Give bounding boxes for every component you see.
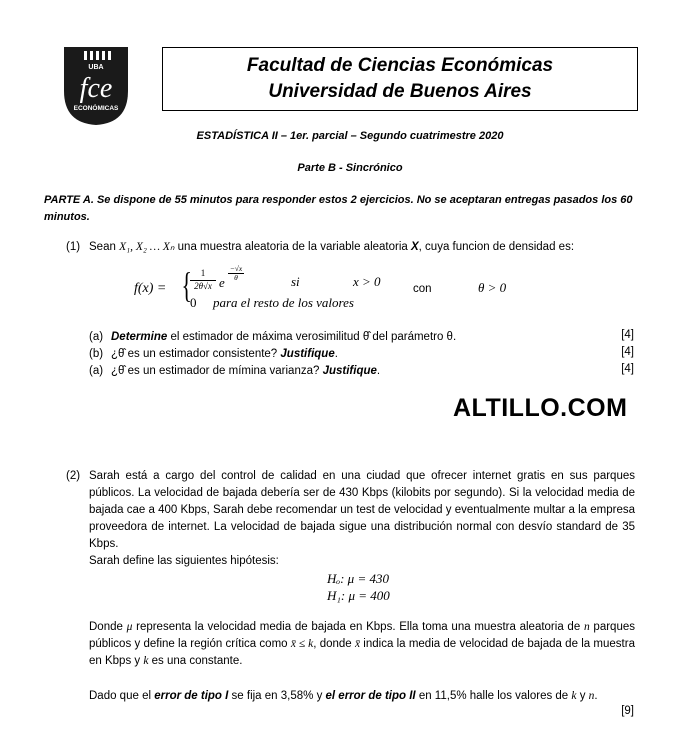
- logo-economicas-text: ECONÓMICAS: [73, 105, 119, 112]
- header-box: [162, 47, 638, 111]
- q1-item-a-text: Determine el estimador de máxima verosimilitud θ̂ del parámetro θ.: [111, 331, 457, 343]
- q2-points: [9]: [621, 705, 634, 717]
- exam-title: ESTADÍSTICA II – 1er. parcial – Segundo cuatrimestre 2020: [196, 130, 504, 142]
- q1-intro: Sean X₁, X₂ … Xₙ una muestra aleatoria de la variable aleatoria X, cuya funcion de densidad es:: [89, 241, 575, 253]
- part-a-instructions: PARTE A. Se dispone de 55 minutos para responder estos 2 ejercicios. No se aceptaran entregas pasados los 60 minutos.: [44, 194, 633, 223]
- altillo-watermark: ALTILLO.COM: [453, 394, 628, 422]
- q1-sample-vars: X₁, X₂ … Xₙ: [119, 241, 175, 253]
- q1-item-c-points: [4]: [621, 363, 634, 375]
- q1-item-b-label: (b): [89, 348, 104, 360]
- q1-number: (1): [66, 241, 81, 253]
- brace: {: [181, 265, 192, 305]
- hypothesis-h0: Hₒ: μ = 430: [327, 571, 389, 586]
- q1-item-a-points: [4]: [621, 329, 634, 341]
- q2-number: (2): [66, 470, 81, 482]
- q1-item-a-label: (a): [89, 331, 104, 343]
- logo-fce-text: fce: [79, 73, 113, 104]
- q2-paragraph-2: Sarah define las siguientes hipótesis:: [89, 555, 279, 567]
- q2-paragraph-4: Dado que el error de tipo I se fija en 3,58% y el error de tipo II en 11,5% halle los valores de k y n.: [89, 690, 598, 702]
- q2-paragraph-3: Donde μ representa la velocidad media de bajada en Kbps. Ella toma una muestra aleatoria de n parques públicos y define la región crítica como x̄ ≤ k, donde x̄ indica la media de velocidad de bajada de la muestra en Kbps y k es una constante.: [89, 621, 635, 667]
- university-name: Universidad de Buenos Aires: [268, 81, 532, 102]
- faculty-name: Facultad de Ciencias Económicas: [246, 55, 554, 76]
- fce-uba-logo: [62, 45, 130, 127]
- hypothesis-h1: H₁: μ = 400: [327, 588, 390, 603]
- q1-item-b-text: ¿θ̂ es un estimador consistente? Justifique.: [111, 348, 338, 360]
- part-b-title: Parte B - Sincrónico: [297, 162, 403, 174]
- q2-paragraph-1: Sarah está a cargo del control de calidad en una ciudad que ofrecer internet gratis en sus parques públicos. La velocidad de bajada debería ser de 430 Kbps (kilobits por segundo). Si la velocidad media de bajada cae a 400 Kbps, Sarah debe recomendar un test de velocidad y eventualmente multar a la empresa proveedora de internet. La velocidad de bajada sigue una distribución normal con desvío standard de 35 Kbps.: [89, 470, 635, 550]
- q1-item-c-label: (a): [89, 365, 104, 377]
- fx-label: f(x) =: [134, 281, 167, 296]
- q1-item-b-points: [4]: [621, 346, 634, 358]
- logo-uba-text: UBA: [88, 64, 104, 71]
- density-formula: f(x) = { 1 2θ√x e −√x θ si x > 0 0 para el resto de los valores con θ > 0: [134, 264, 507, 310]
- q1-item-c-text: ¿θ̂ es un estimador de mímina varianza? Justifique.: [111, 365, 381, 377]
